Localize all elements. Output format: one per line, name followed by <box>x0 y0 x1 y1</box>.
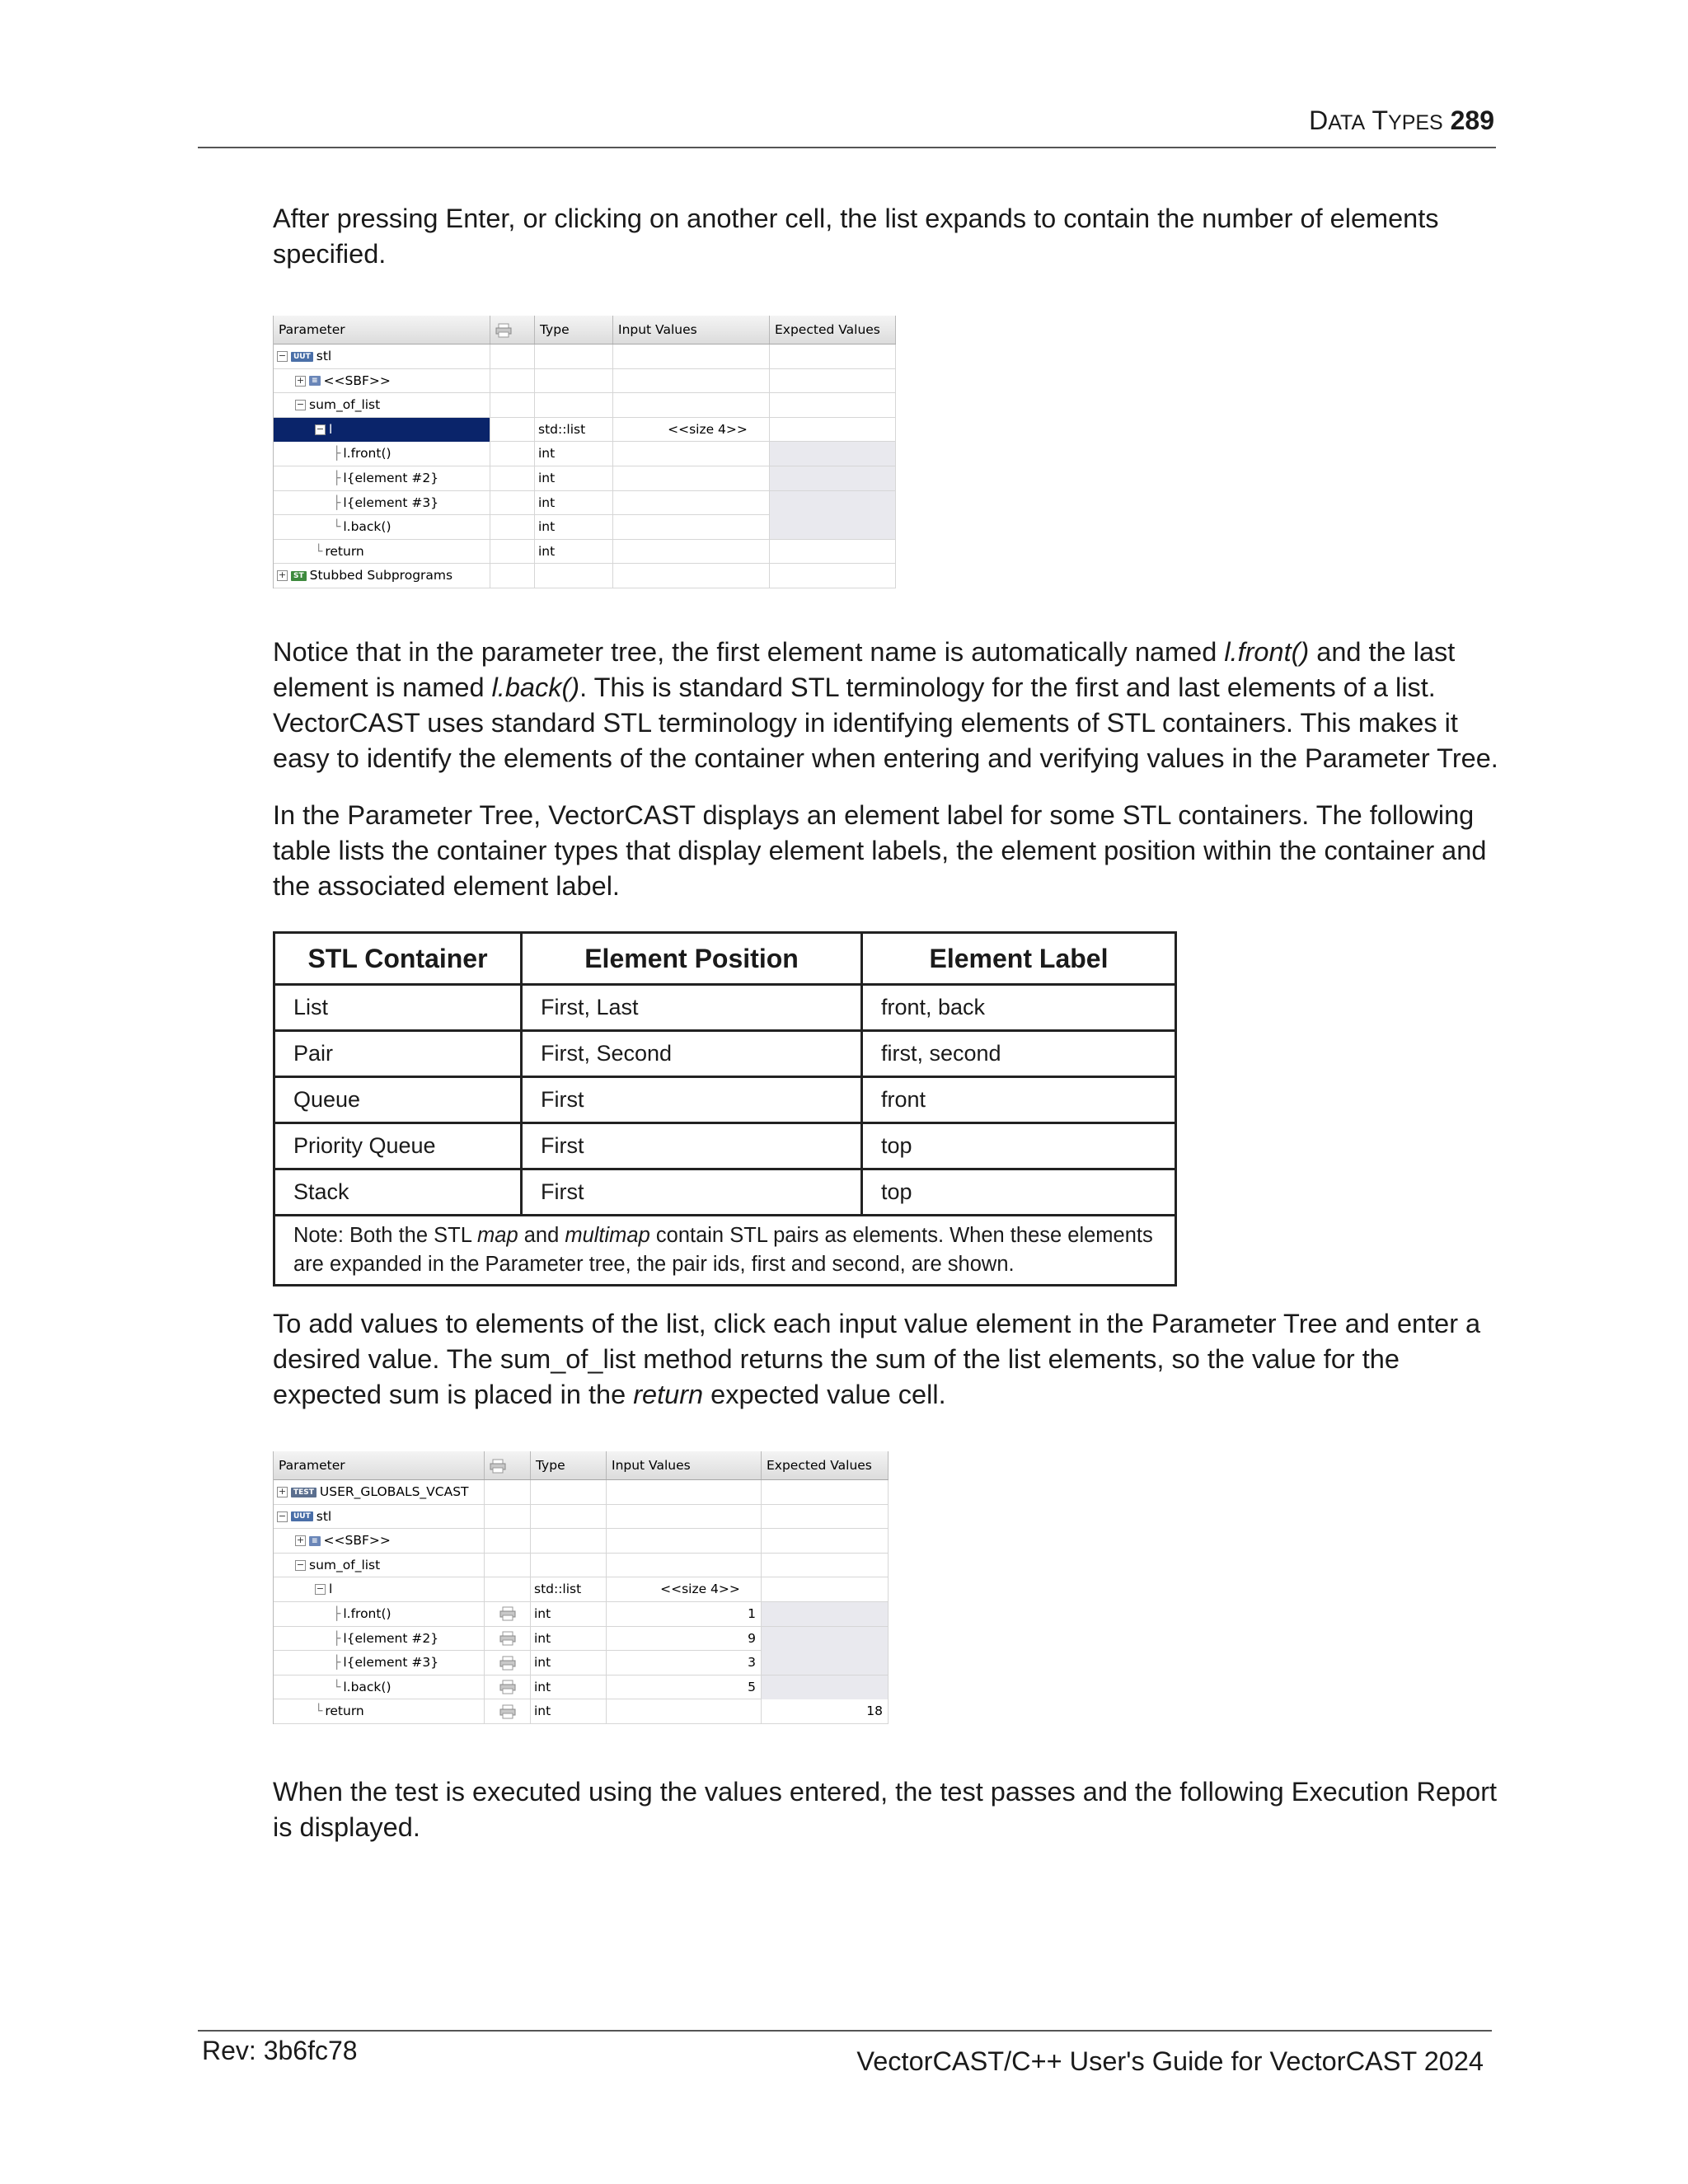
tree-row[interactable] <box>274 1627 889 1652</box>
tree-cell-type: int <box>535 540 613 564</box>
tree-cell-type: int <box>535 466 613 490</box>
printer-icon <box>490 316 535 344</box>
tree-connector-icon: └ <box>333 519 341 535</box>
tree-node-label: sum_of_list <box>309 397 381 413</box>
column-parameter: Parameter <box>274 1451 485 1479</box>
cell-label: top <box>862 1169 1176 1216</box>
tree-row[interactable] <box>274 564 896 588</box>
tree-cell-parameter[interactable] <box>274 564 490 588</box>
tree-cell-type: int <box>531 1651 607 1675</box>
tree-connector-icon: ├ <box>333 446 341 462</box>
column-type: Type <box>535 316 613 344</box>
tree-node-label: l <box>329 421 333 437</box>
tree-cell-parameter[interactable] <box>274 540 490 564</box>
tree-cell-input-value[interactable] <box>613 442 770 466</box>
printer-icon <box>499 1680 516 1694</box>
uut-badge-icon: UUT <box>291 352 313 362</box>
cell-position: First <box>522 1123 862 1169</box>
tree-cell-input-value[interactable]: 1 <box>607 1602 762 1626</box>
tree-row[interactable] <box>274 1554 889 1578</box>
tree-cell-input-value[interactable] <box>607 1699 762 1723</box>
tree-node-label: l.front() <box>343 1605 392 1621</box>
column-input-values: Input Values <box>613 316 770 344</box>
tree-cell-input-value[interactable]: 5 <box>607 1675 762 1699</box>
tree-cell-parameter[interactable] <box>274 491 490 515</box>
column-expected-values: Expected Values <box>762 1451 889 1479</box>
tree-node-label: sum_of_list <box>309 1557 381 1572</box>
tree-cell-expected-value[interactable] <box>762 1529 889 1553</box>
printer-icon <box>485 1451 531 1479</box>
tree-node-label: Stubbed Subprograms <box>309 568 453 583</box>
tree-cell-expected-value[interactable] <box>762 1480 889 1504</box>
tree-row[interactable] <box>274 1577 889 1602</box>
tree-cell-parameter[interactable] <box>274 344 490 368</box>
cell-container: List <box>274 985 522 1031</box>
tree-connector-icon: └ <box>333 1679 341 1694</box>
tree-cell-type: std::list <box>531 1577 607 1601</box>
tree-row[interactable] <box>274 393 896 418</box>
printer-icon <box>499 1656 516 1671</box>
tree-cell-input-value[interactable] <box>607 1480 762 1504</box>
tree-node-label: l{element #3} <box>343 1655 439 1671</box>
expand-icon[interactable]: + <box>296 374 305 386</box>
tree-cell-expected-value[interactable] <box>762 1602 889 1626</box>
tree-row[interactable] <box>274 418 896 443</box>
expand-icon[interactable]: + <box>278 1486 287 1497</box>
tree-connector-icon: ├ <box>333 1630 341 1646</box>
tree-cell-printer[interactable] <box>490 418 535 442</box>
tree-cell-parameter[interactable] <box>274 1480 485 1504</box>
tree-node-label: l.back() <box>343 519 392 535</box>
st-badge-icon: ST <box>291 571 307 581</box>
cell-container: Queue <box>274 1077 522 1123</box>
tree-node-label: stl <box>316 1508 332 1524</box>
tree-cell-expected-value[interactable] <box>770 540 896 564</box>
page-header <box>198 105 1496 148</box>
tree-cell-parameter[interactable] <box>274 466 490 490</box>
tree-cell-parameter[interactable] <box>274 1651 485 1675</box>
tree-cell-printer[interactable] <box>490 369 535 393</box>
tree-node-label: l <box>329 1582 333 1597</box>
cell-container: Stack <box>274 1169 522 1216</box>
tree-cell-type <box>531 1554 607 1577</box>
cell-container: Priority Queue <box>274 1123 522 1169</box>
sbf-badge-icon: ≡ <box>309 376 321 386</box>
tree-cell-input-value[interactable] <box>607 1505 762 1529</box>
tree-cell-printer[interactable] <box>490 515 535 539</box>
tree-cell-expected-value[interactable] <box>770 393 896 417</box>
tree-node-label: l.front() <box>343 446 392 462</box>
tree-cell-parameter[interactable] <box>274 1505 485 1529</box>
tree-connector-icon: ├ <box>333 1605 341 1621</box>
tree-cell-type: std::list <box>535 418 613 442</box>
tree-cell-expected-value[interactable] <box>770 442 896 466</box>
tree-cell-type: int <box>535 491 613 515</box>
parameter-tree-screenshot-1 <box>273 316 896 588</box>
table-row <box>274 1077 1176 1123</box>
tree-cell-input-value[interactable] <box>613 515 770 539</box>
table-row <box>274 1169 1176 1216</box>
tree-cell-printer[interactable] <box>490 564 535 588</box>
tree-cell-type <box>531 1505 607 1529</box>
uut-badge-icon: UUT <box>291 1511 313 1521</box>
tree-node-label: return <box>325 1704 364 1719</box>
tree-cell-parameter[interactable] <box>274 442 490 466</box>
tree-cell-expected-value[interactable] <box>762 1651 889 1675</box>
tree-cell-printer[interactable] <box>485 1627 531 1651</box>
tree-cell-type <box>535 564 613 588</box>
tree-cell-parameter[interactable] <box>274 418 490 442</box>
collapse-icon[interactable]: − <box>278 350 287 361</box>
tree-cell-expected-value[interactable] <box>770 491 896 515</box>
column-expected-values: Expected Values <box>770 316 896 344</box>
tree-node-label: stl <box>316 349 332 363</box>
expand-icon[interactable]: + <box>278 569 287 581</box>
tree-cell-printer[interactable] <box>485 1577 531 1601</box>
column-parameter: Parameter <box>274 316 490 344</box>
sbf-badge-icon: ≡ <box>309 1536 321 1546</box>
tree-cell-type <box>535 393 613 417</box>
tree-node-label: l.back() <box>343 1679 392 1694</box>
tree-cell-printer[interactable] <box>485 1675 531 1699</box>
tree-cell-type: int <box>535 515 613 539</box>
tree-row[interactable] <box>274 369 896 394</box>
tree-cell-printer[interactable] <box>490 466 535 490</box>
tree-cell-input-value[interactable] <box>613 393 770 417</box>
tree-cell-input-value[interactable] <box>613 540 770 564</box>
footer-divider <box>198 2030 1492 2032</box>
tree-node-label: l{element #2} <box>343 470 439 485</box>
expand-icon[interactable]: + <box>296 1535 305 1546</box>
header-element-label: Element Label <box>862 933 1176 985</box>
tree-cell-input-value[interactable] <box>613 369 770 393</box>
cell-label: top <box>862 1123 1176 1169</box>
tree-cell-type: int <box>531 1675 607 1699</box>
tree-connector-icon: └ <box>315 1704 323 1719</box>
column-input-values: Input Values <box>607 1451 762 1479</box>
cell-label: first, second <box>862 1031 1176 1077</box>
cell-label: front <box>862 1077 1176 1123</box>
table-row <box>274 1031 1176 1077</box>
tree-cell-input-value[interactable] <box>607 1529 762 1553</box>
tree-cell-parameter[interactable] <box>274 1602 485 1626</box>
tree-cell-parameter[interactable] <box>274 1577 485 1601</box>
tree-cell-printer[interactable] <box>485 1554 531 1577</box>
tree-cell-printer[interactable] <box>490 344 535 368</box>
tree-cell-input-value[interactable] <box>613 564 770 588</box>
paragraph-intro: After pressing Enter, or clicking on another cell, the list expands to contain the number of elements specified. <box>273 204 1439 269</box>
tree-cell-type <box>531 1529 607 1553</box>
tree-row[interactable] <box>274 1480 889 1505</box>
paragraph-notice: Notice that in the parameter tree, the first element name is automatically named l.front() and the last element is named l.back(). This is standard STL terminology for the first and last elements of a list. VectorCAST uses standard STL terminology in identifying elements of STL containers. This makes it easy to identify the elements of the container when entering and verifying values in the Parameter Tree. <box>273 637 1498 773</box>
printer-icon <box>499 1704 516 1719</box>
tree-cell-expected-value[interactable] <box>770 344 896 368</box>
tree-row[interactable] <box>274 1529 889 1554</box>
paragraph-add-values: To add values to elements of the list, click each input value element in the Parameter Tree and enter a desired value. The sum_of_list method returns the sum of the list elements, so the value for the expected sum is placed in the return expected value cell. <box>273 1309 1481 1409</box>
tree-row[interactable] <box>274 442 896 466</box>
tree-row[interactable] <box>274 344 896 369</box>
cell-position: First, Second <box>522 1031 862 1077</box>
tree-cell-parameter[interactable] <box>274 515 490 539</box>
tree-cell-input-value[interactable] <box>607 1554 762 1577</box>
tree-header <box>274 316 896 344</box>
tree-header <box>274 1451 889 1480</box>
tree-cell-printer[interactable] <box>490 442 535 466</box>
tree-cell-type: int <box>531 1602 607 1626</box>
cell-position: First <box>522 1077 862 1123</box>
tree-cell-input-value[interactable] <box>613 491 770 515</box>
tree-cell-printer[interactable] <box>485 1699 531 1723</box>
tree-row[interactable] <box>274 1651 889 1675</box>
tree-cell-parameter[interactable] <box>274 1699 485 1723</box>
tree-node-label: l{element #2} <box>343 1630 439 1646</box>
paragraph-execution: When the test is executed using the values entered, the test passes and the following Execution Report is displayed. <box>273 1777 1498 1842</box>
tree-cell-input-value[interactable] <box>613 466 770 490</box>
table-note: Note: Both the STL map and multimap contain STL pairs as elements. When these elements are expanded in the Parameter tree, the pair ids, first and second, are shown. <box>274 1216 1176 1286</box>
tree-row[interactable] <box>274 1602 889 1627</box>
tree-cell-type <box>535 369 613 393</box>
cell-position: First <box>522 1169 862 1216</box>
tree-cell-expected-value[interactable] <box>770 515 896 539</box>
cell-label: front, back <box>862 985 1176 1031</box>
tree-cell-expected-value[interactable] <box>762 1675 889 1699</box>
tree-cell-type <box>531 1480 607 1504</box>
header-element-position: Element Position <box>522 933 862 985</box>
tree-row[interactable] <box>274 466 896 491</box>
tree-connector-icon: ├ <box>333 494 341 510</box>
tree-cell-printer[interactable] <box>485 1529 531 1553</box>
tree-cell-type: int <box>535 442 613 466</box>
tree-cell-expected-value[interactable] <box>762 1577 889 1601</box>
collapse-icon[interactable]: − <box>316 423 325 434</box>
tree-row[interactable] <box>274 515 896 540</box>
tree-row[interactable] <box>274 1699 889 1724</box>
tree-cell-printer[interactable] <box>485 1505 531 1529</box>
column-type: Type <box>531 1451 607 1479</box>
tree-cell-expected-value[interactable] <box>762 1554 889 1577</box>
tree-cell-printer[interactable] <box>485 1651 531 1675</box>
cell-container: Pair <box>274 1031 522 1077</box>
printer-icon <box>499 1606 516 1621</box>
tree-cell-expected-value[interactable] <box>762 1627 889 1651</box>
tree-cell-type: int <box>531 1627 607 1651</box>
tree-cell-type: int <box>531 1699 607 1723</box>
tree-row[interactable] <box>274 1675 889 1700</box>
collapse-icon[interactable]: − <box>278 1510 287 1521</box>
tree-cell-parameter[interactable] <box>274 1627 485 1651</box>
tree-cell-parameter[interactable] <box>274 1529 485 1553</box>
tree-node-label: <<SBF>> <box>323 373 391 388</box>
tree-node-label: <<SBF>> <box>323 1533 391 1549</box>
tree-cell-input-value[interactable]: <<size 4>> <box>613 418 770 442</box>
table-row <box>274 985 1176 1031</box>
tree-cell-type <box>535 344 613 368</box>
tree-connector-icon: ├ <box>333 1655 341 1671</box>
header-stl-container: STL Container <box>274 933 522 985</box>
tree-row[interactable] <box>274 540 896 565</box>
collapse-icon[interactable]: − <box>316 1583 325 1595</box>
tree-cell-input-value[interactable]: 3 <box>607 1651 762 1675</box>
tree-cell-expected-value[interactable]: 18 <box>762 1699 889 1723</box>
tree-cell-expected-value[interactable] <box>770 466 896 490</box>
tree-cell-expected-value[interactable] <box>770 564 896 588</box>
collapse-icon[interactable]: − <box>296 399 305 410</box>
tree-cell-input-value[interactable]: 9 <box>607 1627 762 1651</box>
tree-connector-icon: └ <box>315 543 323 559</box>
tree-cell-printer[interactable] <box>490 540 535 564</box>
printer-icon <box>499 1631 516 1646</box>
tree-cell-printer[interactable] <box>485 1480 531 1504</box>
tree-node-label: USER_GLOBALS_VCAST <box>319 1484 469 1499</box>
tree-cell-parameter[interactable] <box>274 393 490 417</box>
tree-cell-expected-value[interactable] <box>770 369 896 393</box>
tree-row[interactable] <box>274 491 896 516</box>
test-badge-icon: TEST <box>291 1488 316 1497</box>
tree-cell-input-value[interactable] <box>613 344 770 368</box>
tree-cell-parameter[interactable] <box>274 369 490 393</box>
cell-position: First, Last <box>522 985 862 1031</box>
tree-connector-icon: ├ <box>333 470 341 485</box>
tree-cell-parameter[interactable] <box>274 1554 485 1577</box>
footer-guide-title: VectorCAST/C++ User's Guide for VectorCAST 2024 <box>856 2046 1484 2076</box>
tree-row[interactable] <box>274 1505 889 1530</box>
table-header-row <box>274 933 1176 985</box>
table-row <box>274 1123 1176 1169</box>
running-title: DATA TYPES 289 <box>1309 105 1494 135</box>
table-note-row <box>274 1216 1176 1286</box>
tree-node-label: return <box>325 543 364 559</box>
tree-node-label: l{element #3} <box>343 494 439 510</box>
tree-cell-input-value[interactable]: <<size 4>> <box>607 1577 762 1601</box>
tree-cell-expected-value[interactable] <box>770 418 896 442</box>
parameter-tree-screenshot-2 <box>273 1451 889 1724</box>
collapse-icon[interactable]: − <box>296 1558 305 1570</box>
paragraph-element-labels: In the Parameter Tree, VectorCAST displays an element label for some STL containers. The following table lists the container types that display element labels, the element position within the container and the associated element label. <box>273 800 1487 901</box>
tree-cell-parameter[interactable] <box>274 1675 485 1699</box>
tree-cell-printer[interactable] <box>485 1602 531 1626</box>
tree-cell-printer[interactable] <box>490 491 535 515</box>
stl-container-table <box>273 931 1177 1286</box>
page-number: 289 <box>1450 105 1494 135</box>
tree-cell-printer[interactable] <box>490 393 535 417</box>
footer-revision: Rev: 3b6fc78 <box>202 2036 358 2065</box>
tree-cell-expected-value[interactable] <box>762 1505 889 1529</box>
